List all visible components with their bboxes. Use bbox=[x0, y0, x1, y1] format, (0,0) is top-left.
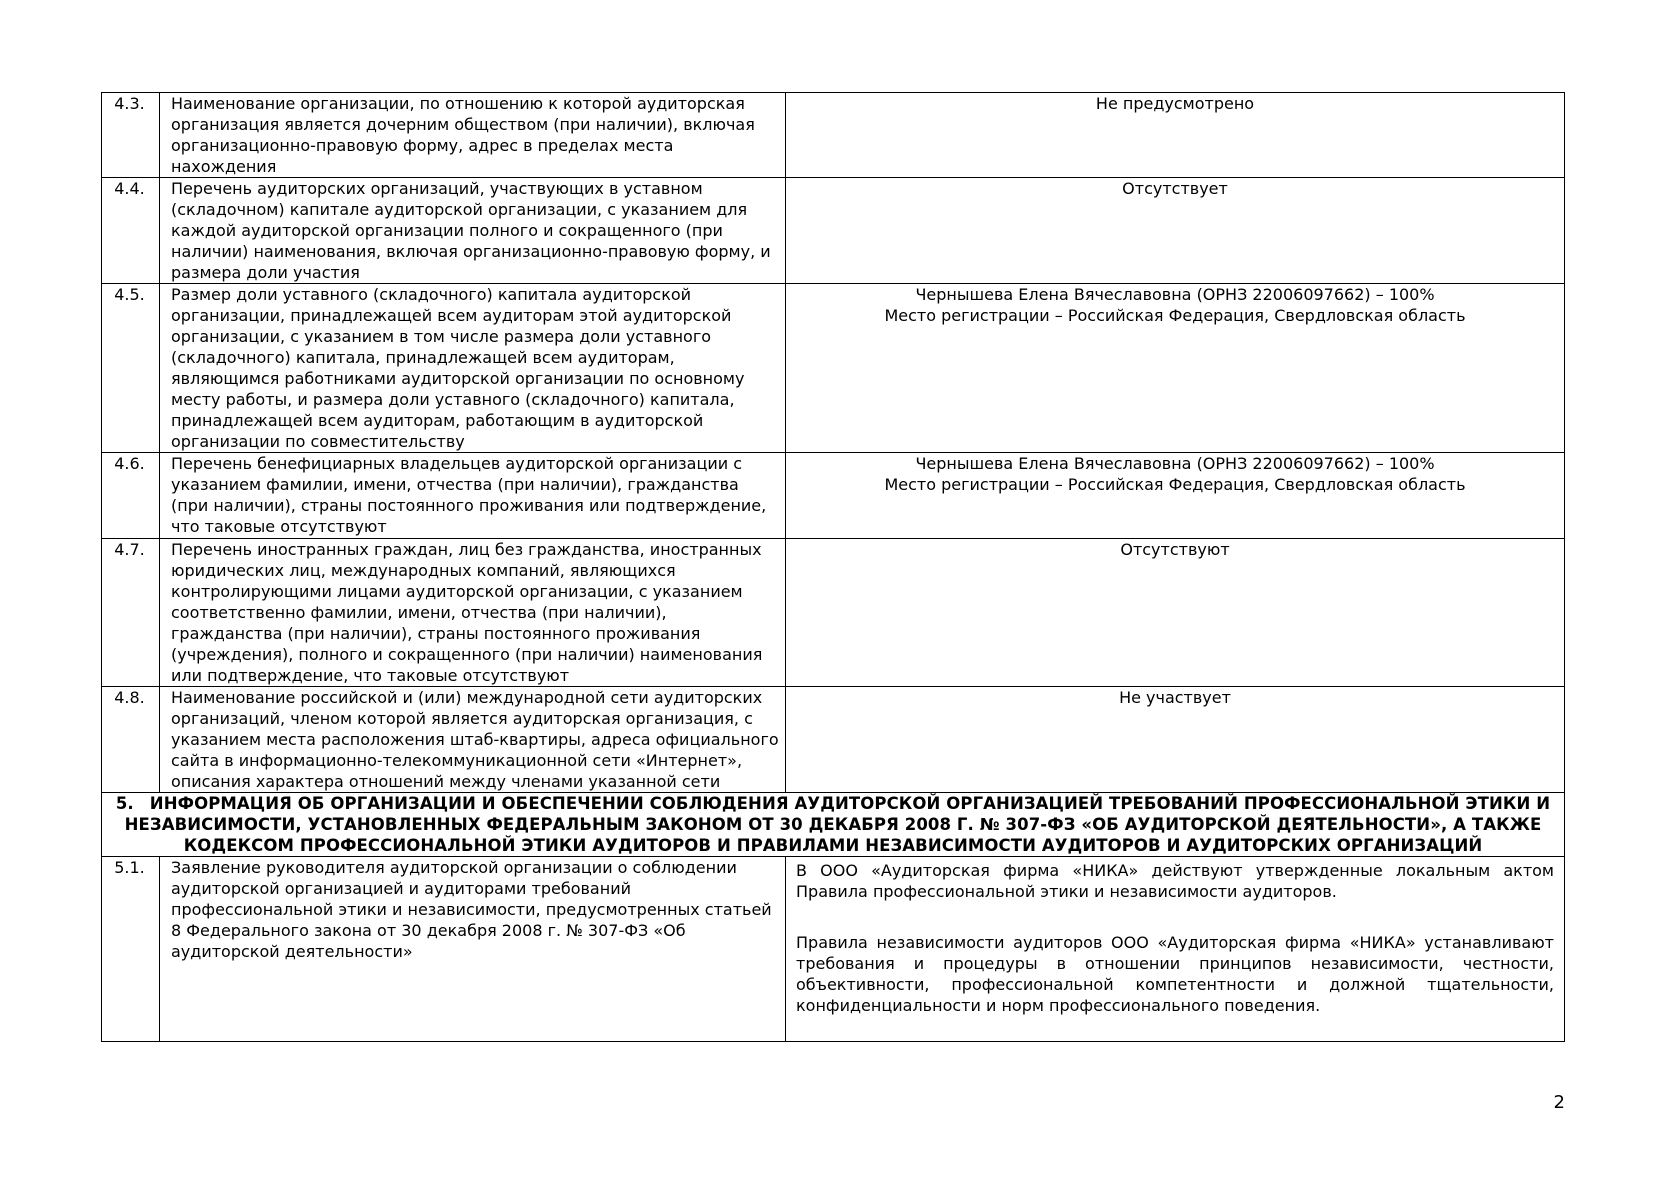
disclosure-table bbox=[101, 92, 1565, 1042]
row-number: 4.8. bbox=[102, 687, 160, 793]
row-value: Не предусмотрено bbox=[786, 93, 1565, 178]
value-paragraph: Правила независимости аудиторов ООО «Аудиторская фирма «НИКА» устанавливают требования и процедуры в отношении принципов независимости, честности, объективности, профессиональной компетентности и должной тщательности, конфиденциальности и норм профессионального поведения. bbox=[796, 933, 1554, 1015]
row-description: Заявление руководителя аудиторской организации о соблюдении аудиторской организацией и аудиторами требований профессиональной этики и независимости, предусмотренных статьей 8 Федерального закона от 30 декабря 2008 г. № 307-ФЗ «Об аудиторской деятельности» bbox=[160, 857, 786, 1042]
table-row bbox=[102, 539, 1565, 687]
row-number: 4.7. bbox=[102, 539, 160, 687]
row-value bbox=[786, 284, 1565, 453]
page-number: 2 bbox=[1553, 1092, 1565, 1113]
row-number: 5.1. bbox=[102, 857, 160, 1042]
table-row bbox=[102, 178, 1565, 284]
table-row bbox=[102, 284, 1565, 453]
row-value: Не участвует bbox=[786, 687, 1565, 793]
row-number: 4.6. bbox=[102, 453, 160, 539]
section-number: 5. bbox=[115, 794, 134, 813]
value-line: Чернышева Елена Вячеславовна (ОРНЗ 22006097662) – 100% bbox=[915, 454, 1435, 473]
row-description: Наименование российской и (или) международной сети аудиторских организаций, членом которой является аудиторская организация, с указанием места расположения штаб-квартиры, адреса официального сайта в информационно-телекоммуникационной сети «Интернет», описания характера отношений между членами указанной сети bbox=[160, 687, 786, 793]
row-description: Размер доли уставного (складочного) капитала аудиторской организации, принадлежащей всем аудиторам этой аудиторской организации, с указанием в том числе размера доли уставного (складочного) капитала, принадлежащей всем аудиторам, являющимся работниками аудиторской организации по основному месту работы, и размера доли уставного (складочного) капитала, принадлежащей всем аудиторам, работающим в аудиторской организации по совместительству bbox=[160, 284, 786, 453]
row-description: Перечень иностранных граждан, лиц без гражданства, иностранных юридических лиц, международных компаний, являющихся контролирующими лицами аудиторской организации, с указанием соответственно фамилии, имени, отчества (при наличии), гражданства (при наличии), страны постоянного проживания (учреждения), полного и сокращенного (при наличии) наименования или подтверждение, что таковые отсутствуют bbox=[160, 539, 786, 687]
value-line: Место регистрации – Российская Федерация, Свердловская область bbox=[884, 306, 1466, 325]
value-paragraph: В ООО «Аудиторская фирма «НИКА» действуют утвержденные локальным актом Правила профессиональной этики и независимости аудиторов. bbox=[796, 861, 1554, 901]
value-line: Чернышева Елена Вячеславовна (ОРНЗ 22006097662) – 100% bbox=[915, 285, 1435, 304]
row-value bbox=[786, 857, 1565, 1042]
value-line: Место регистрации – Российская Федерация, Свердловская область bbox=[884, 475, 1466, 494]
table-row bbox=[102, 93, 1565, 178]
row-value: Отсутствует bbox=[786, 178, 1565, 284]
table-row bbox=[102, 453, 1565, 539]
section-header-row bbox=[102, 793, 1565, 857]
table-row bbox=[102, 857, 1565, 1042]
table-row bbox=[102, 687, 1565, 793]
row-description: Наименование организации, по отношению к которой аудиторская организация является дочерним обществом (при наличии), включая организационно-правовую форму, адрес в пределах места нахождения bbox=[160, 93, 786, 178]
row-description: Перечень аудиторских организаций, участвующих в уставном (складочном) капитале аудиторской организации, с указанием для каждой аудиторской организации полного и сокращенного (при наличии) наименования, включая организационно-правовую форму, и размера доли участия bbox=[160, 178, 786, 284]
row-value bbox=[786, 453, 1565, 539]
row-number: 4.5. bbox=[102, 284, 160, 453]
row-number: 4.3. bbox=[102, 93, 160, 178]
row-description: Перечень бенефициарных владельцев аудиторской организации с указанием фамилии, имени, отчества (при наличии), гражданства (при наличии), страны постоянного проживания или подтверждение, что таковые отсутствуют bbox=[160, 453, 786, 539]
section-title: ИНФОРМАЦИЯ ОБ ОРГАНИЗАЦИИ И ОБЕСПЕЧЕНИИ СОБЛЮДЕНИЯ АУДИТОРСКОЙ ОРГАНИЗАЦИЕЙ ТРЕБОВАНИЙ ПРОФЕССИОНАЛЬНОЙ ЭТИКИ И НЕЗАВИСИМОСТИ, УСТАНОВЛЕННЫХ ФЕДЕРАЛЬНЫМ ЗАКОНОМ ОТ 30 ДЕКАБРЯ 2008 Г. № 307-ФЗ «ОБ АУДИТОРСКОЙ ДЕЯТЕЛЬНОСТИ», А ТАКЖЕ КОДЕКСОМ ПРОФЕССИОНАЛЬНОЙ ЭТИКИ АУДИТОРОВ И ПРАВИЛАМИ НЕЗАВИСИМОСТИ АУДИТОРОВ И АУДИТОРСКИХ ОРГАНИЗАЦИЙ bbox=[124, 794, 1551, 855]
row-value: Отсутствуют bbox=[786, 539, 1565, 687]
row-number: 4.4. bbox=[102, 178, 160, 284]
section-heading bbox=[102, 793, 1565, 857]
